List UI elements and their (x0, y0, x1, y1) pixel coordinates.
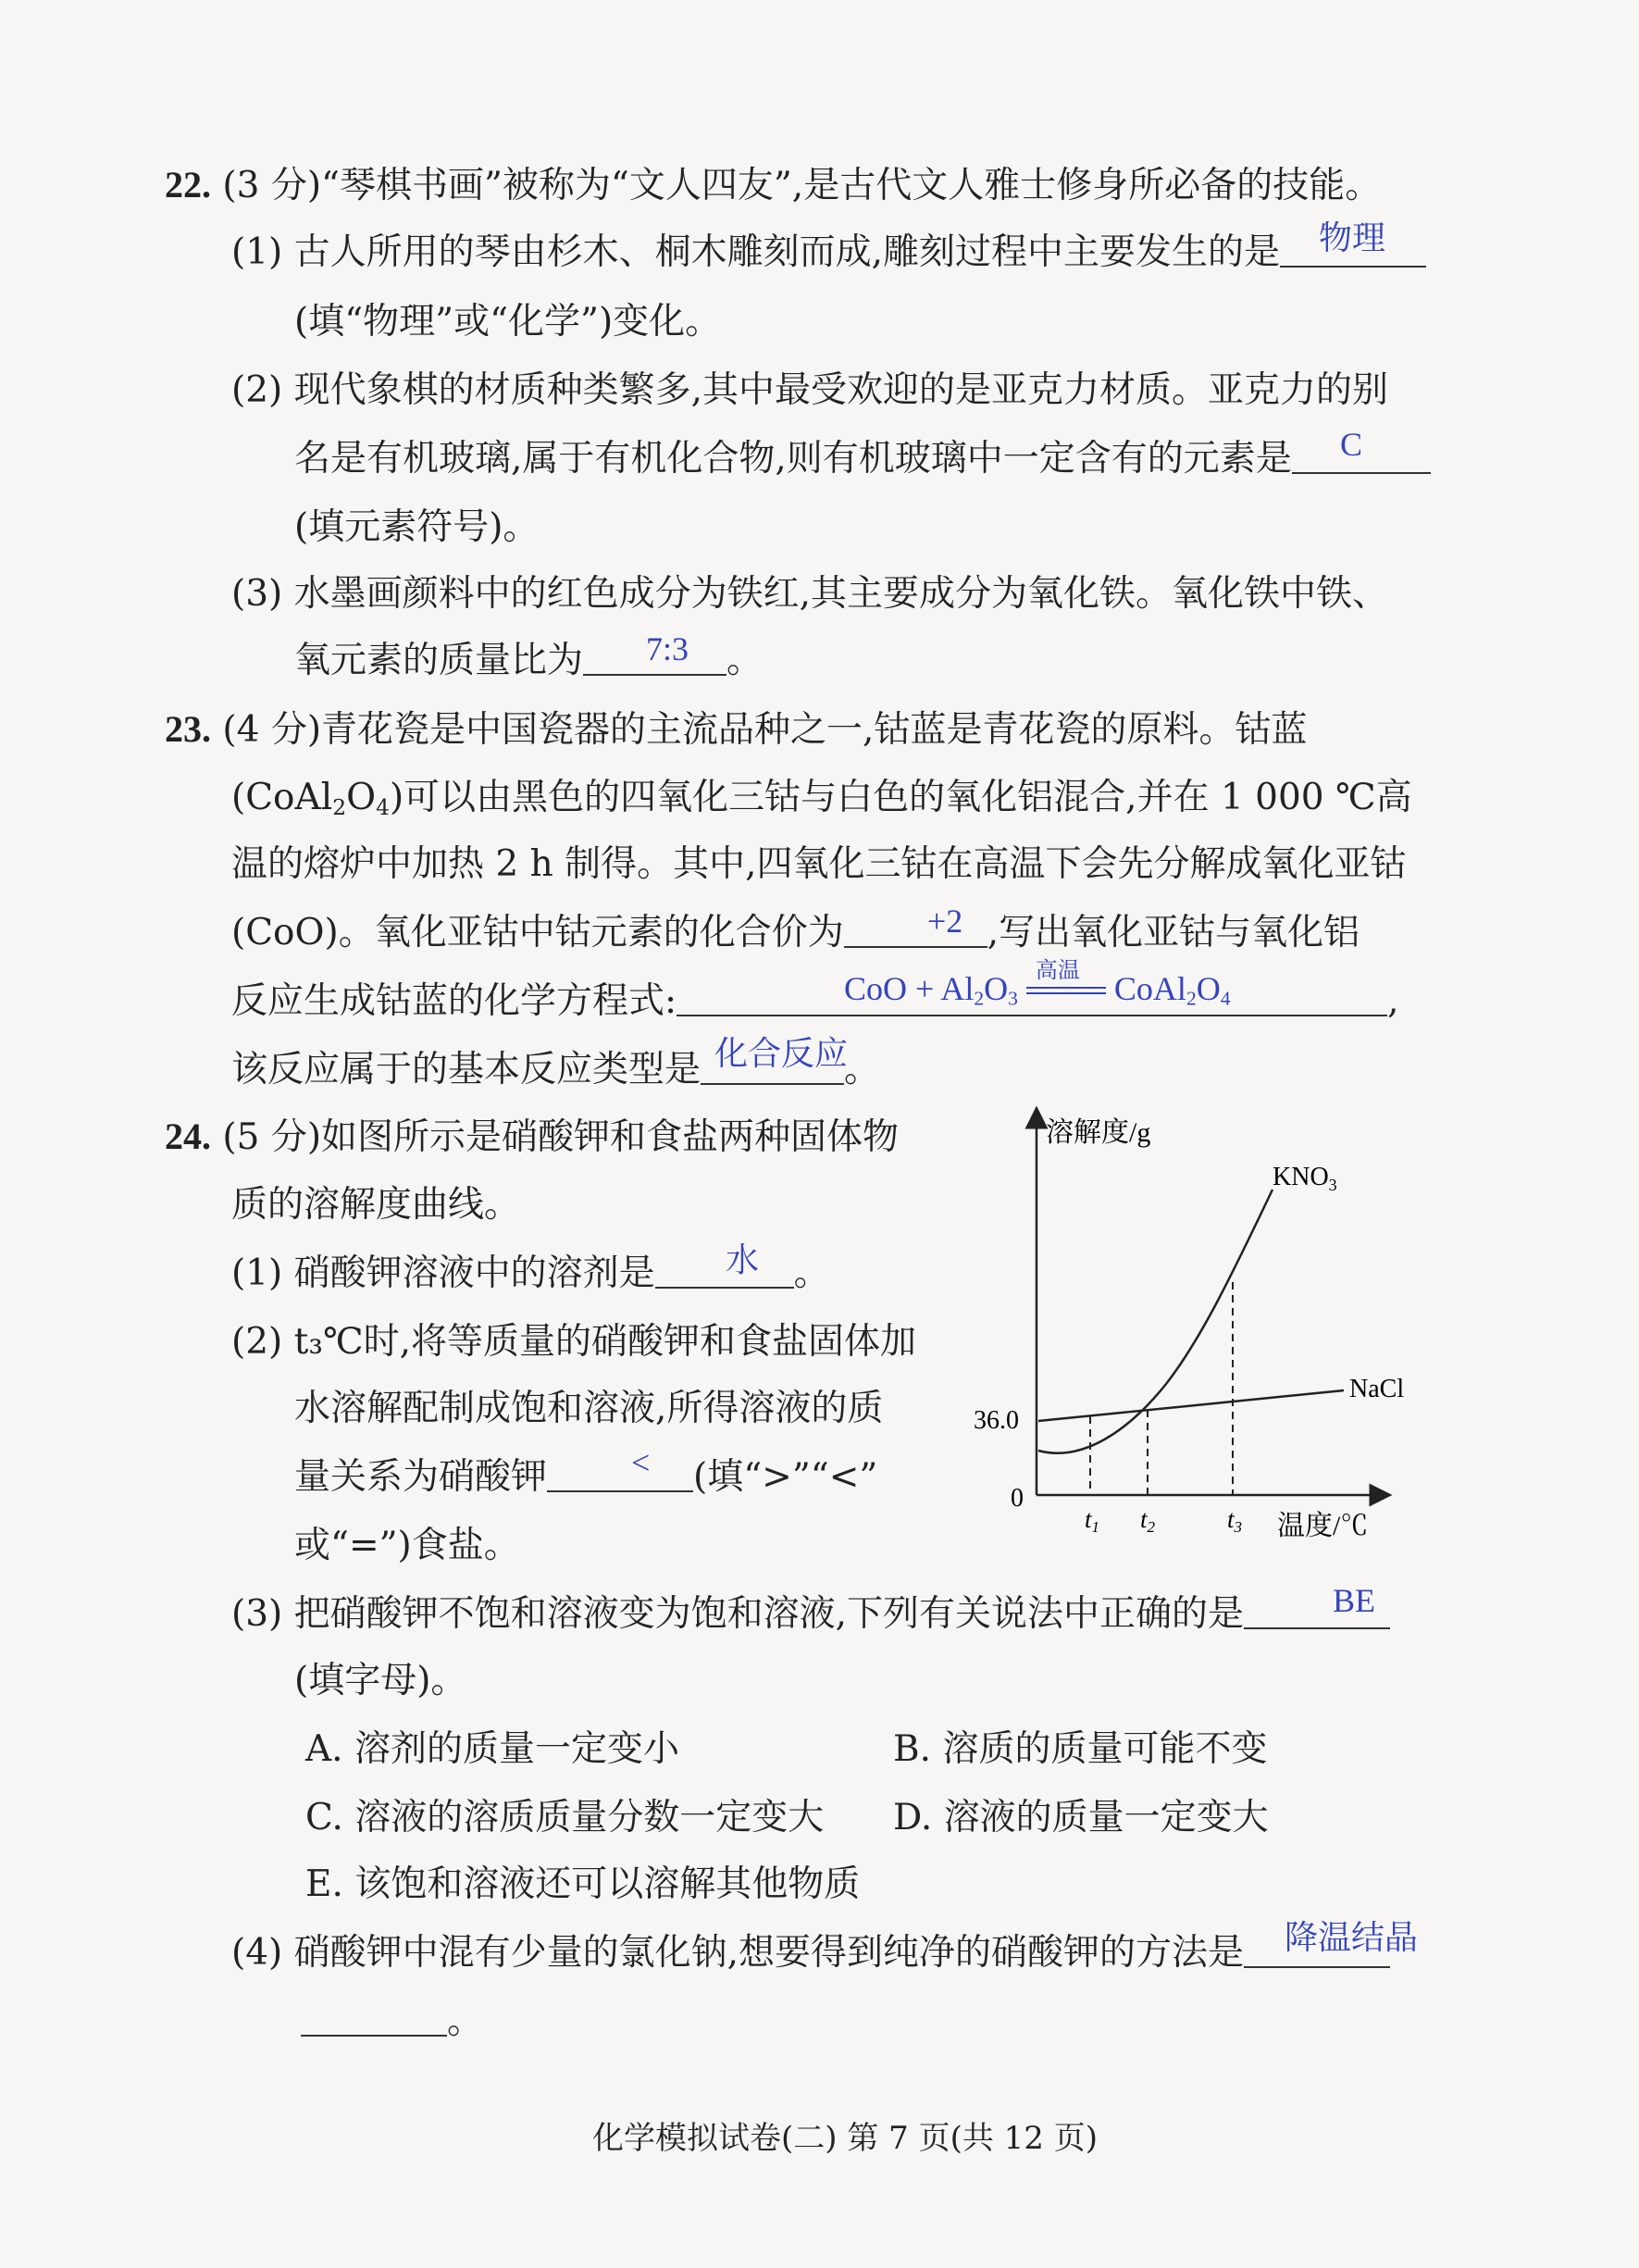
q23-equation-condition: 高温 (1035, 957, 1080, 983)
q22-part3-answer: 7:3 (646, 630, 689, 667)
q22-part1-line1 (231, 231, 1426, 273)
q22-part2-line3: (填元素符号)。 (294, 506, 540, 548)
q24-part1-blank[interactable] (655, 1255, 794, 1289)
q24-number: 24. (165, 1115, 211, 1157)
x-tick-t2: t2 (1140, 1505, 1156, 1536)
q24-option-c: C. 溶液的溶质质量分数一定变大 (305, 1797, 825, 1838)
q24-line1: 24. (5 分)如图所示是硝酸钾和食盐两种固体物 (165, 1115, 900, 1158)
q23-line5: 反应生成钴蓝的化学方程式: , (231, 980, 1399, 1022)
y-axis-label: 溶解度/g (1046, 1117, 1151, 1148)
solubility-chart (972, 1106, 1453, 1541)
q24-option-b: B. 溶质的质量可能不变 (893, 1728, 1268, 1770)
origin-label: 0 (1011, 1484, 1024, 1513)
q24-part2-line3: 量关系为硝酸钾 (填“>”“<” (294, 1456, 878, 1498)
q22-stem: (3 分)“琴棋书画”被称为“文人四友”,是古代文人雅士修身所必备的技能。 (222, 165, 1382, 206)
q24-part3-answer: BE (1333, 1582, 1376, 1619)
nacl-line (1038, 1390, 1344, 1421)
x-tick-t3: t3 (1227, 1505, 1243, 1536)
q22-part2-answer: C (1340, 426, 1363, 463)
q24-part3-line1: (3) 把硝酸钾不饱和溶液变为饱和溶液,下列有关说法中正确的是 (231, 1596, 1390, 1632)
q24-part2-line4: 或“=”)食盐。 (294, 1525, 520, 1566)
q24-part4-line2: 。 (301, 2003, 483, 2039)
q22-part1-line2: (填“物理”或“化学”)变化。 (294, 301, 722, 343)
q24-part2-blank[interactable] (547, 1459, 693, 1492)
q24-part1: (1) 硝酸钾溶液中的溶剂是 。 (231, 1252, 830, 1294)
x-tick-t1: t1 (1085, 1505, 1100, 1536)
q24-part1-answer: 水 (726, 1241, 760, 1279)
q24-option-d: D. 溶液的质量一定变大 (893, 1797, 1269, 1838)
q24-part4-line1: (4) 硝酸钾中混有少量的氯化钠,想要得到纯净的硝酸钾的方法是 (231, 1935, 1390, 1971)
q24-part3-line2: (填字母)。 (294, 1660, 467, 1701)
q22-part1-text: (1) 古人所用的琴由杉木、桐木雕刻而成,雕刻过程中主要发生的是 (231, 231, 1281, 273)
q23-line2: $(CoAl_2O_4)$可以由黑色的四氧化三钴与白色的氧化铝混合,并在 1 000 ℃高 (231, 777, 1412, 820)
q23-text1: (4 分)青花瓷是中国瓷器的主流品种之一,钴蓝是青花瓷的原料。钴蓝 (222, 709, 1308, 751)
q22-part1-answer: 物理 (1319, 219, 1386, 257)
q22-part2-line2 (294, 438, 1431, 480)
q22-part3-text: 氧元素的质量比为 (294, 640, 584, 681)
q23-equation-arrow (1026, 957, 1106, 1002)
q24-line2: 质的溶解度曲线。 (231, 1184, 521, 1226)
q23-line1 (165, 708, 1308, 751)
series-label-nacl: NaCl (1349, 1375, 1405, 1403)
q23-line6: 该反应属于的基本反应类型是 。 (231, 1049, 881, 1090)
q23-valence-answer: +2 (927, 903, 963, 940)
q22-number: 22. (165, 164, 211, 206)
q23-type-answer: 化合反应 (714, 1035, 849, 1073)
q24-part4-answer: 降温结晶 (1285, 1919, 1419, 1957)
series-label-kno3: $KNO_3$ (1273, 1163, 1337, 1194)
q22-part2-line1: (2) 现代象棋的材质种类繁多,其中最受欢迎的是亚克力材质。亚克力的别 (231, 369, 1389, 411)
y-tick-36: 36.0 (974, 1406, 1019, 1435)
page-footer: 化学模拟试卷(二) 第 7 页(共 12 页) (592, 2120, 1098, 2157)
q24-part2-answer: < (631, 1444, 651, 1481)
q23-number: 23. (165, 708, 211, 750)
q22-part3-line2: 氧元素的质量比为 。 (294, 640, 764, 681)
q23-equation-answer: CoO + $Al_2O_3$ 高温 $CoAl_2O_4$ (844, 957, 1231, 1010)
kno3-curve (1038, 1190, 1273, 1453)
q24-option-a: A. 溶剂的质量一定变小 (305, 1728, 679, 1770)
q24-option-e: E. 该饱和溶液还可以溶解其他物质 (305, 1863, 861, 1905)
q22-part2-text: 名是有机玻璃,属于有机化合物,则有机玻璃中一定含有的元素是 (294, 438, 1292, 480)
q23-valence-blank[interactable] (844, 915, 987, 948)
q22-stem-line (165, 164, 1382, 206)
q24-part2-line2: 水溶解配制成饱和溶液,所得溶液的质 (294, 1388, 884, 1429)
q24-part2-line1: (2) t₃℃时,将等质量的硝酸钾和食盐固体加 (231, 1321, 916, 1363)
q24-part4-blank2[interactable] (301, 2003, 447, 2037)
q23-line3: 温的熔炉中加热 2 h 制得。其中,四氧化三钴在高温下会先分解成氧化亚钴 (231, 843, 1407, 885)
x-axis-label: 温度/℃ (1277, 1511, 1369, 1541)
q23-line4: (CoO)。氧化亚钴中钴元素的化合价为 ,写出氧化亚钴与氧化铝 (231, 912, 1360, 953)
q22-part3-line1: (3) 水墨画颜料中的红色成分为铁红,其主要成分为氧化铁。氧化铁中铁、 (231, 573, 1389, 615)
